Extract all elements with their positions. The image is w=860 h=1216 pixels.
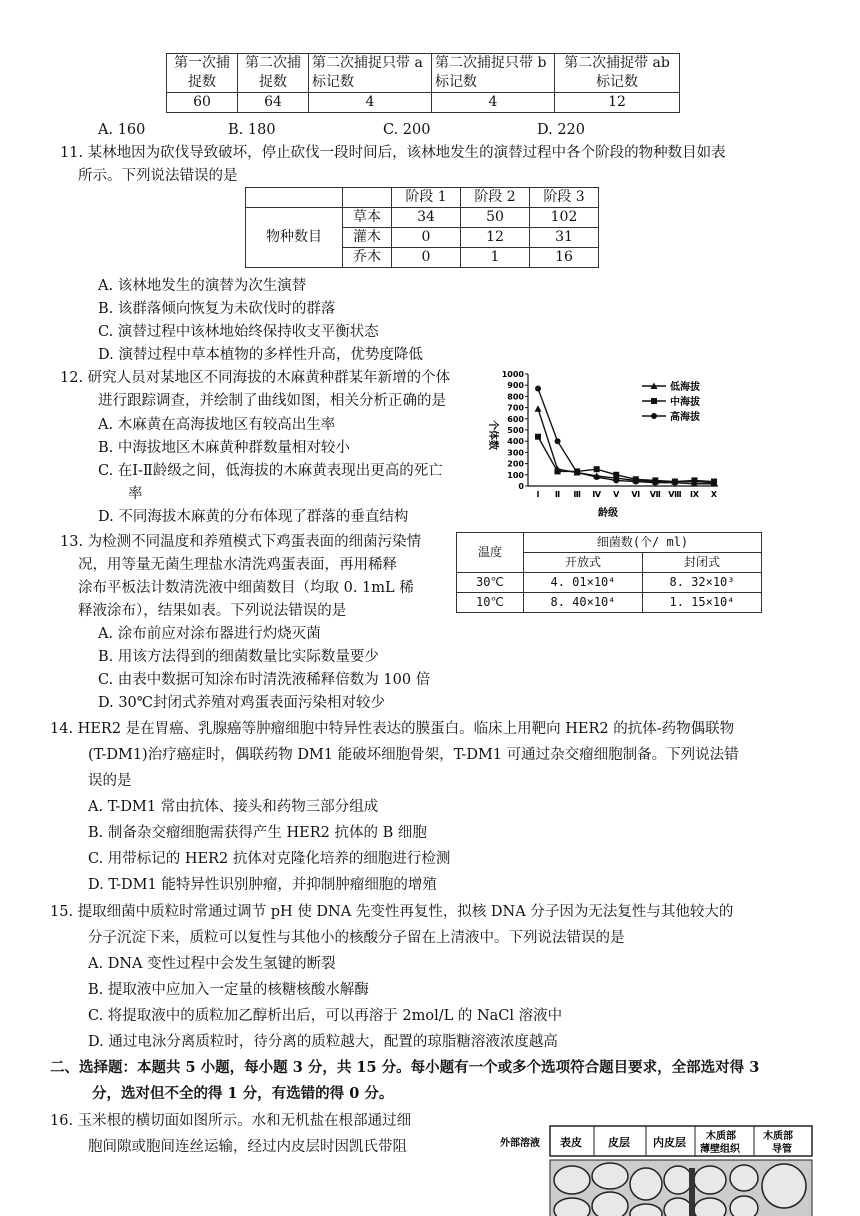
label-endodermis: 内皮层 — [653, 1136, 686, 1149]
table-cell: 30℃ — [457, 573, 524, 593]
table-corner-cell — [343, 188, 392, 208]
data-point — [691, 481, 697, 487]
table-corner-cell — [246, 188, 343, 208]
species-table — [245, 187, 599, 268]
q14-stem-cont-2: 误的是 — [88, 773, 132, 789]
label-external-solution: 外部溶液 — [500, 1138, 540, 1149]
y-tick-label: 200 — [507, 459, 524, 469]
q14-stem-cont-1: (T-DM1)治疗癌症时，偶联药物 DM1 能破坏细胞骨架，T-DM1 可通过杂交瘤细胞制备。下列说法错 — [88, 747, 739, 763]
y-tick-label: 700 — [507, 403, 524, 413]
q10-option-c: C. 200 — [383, 122, 431, 138]
table-row-label: 灌木 — [343, 228, 392, 248]
table-cell: 0 — [392, 248, 461, 268]
q10-option-d: D. 220 — [537, 122, 586, 138]
q13-stem-cont-1: 况，用等量无菌生理盐水清洗鸡蛋表面，再用稀释 — [78, 557, 397, 573]
q13-stem: 13. 为检测不同温度和养殖模式下鸡蛋表面的细菌污染情 — [60, 534, 422, 550]
q14-option-b: B. 制备杂交瘤细胞需获得产生 HER2 抗体的 B 细胞 — [88, 825, 427, 841]
table-cell: 4 — [309, 93, 432, 113]
y-tick-label: 400 — [507, 437, 524, 447]
data-point — [574, 470, 580, 476]
table-header-cell: 温度 — [457, 533, 524, 573]
series-line — [538, 437, 714, 482]
table-row — [457, 593, 762, 613]
q14-option-c: C. 用带标记的 HER2 抗体对克隆化培养的细胞进行检测 — [88, 851, 451, 867]
q14-stem: 14. HER2 是在胃癌、乳腺癌等肿瘤细胞中特异性表达的膜蛋白。临床上用靶向 HER2 的抗体-药物偶联物 — [50, 721, 735, 737]
legend-marker — [651, 413, 657, 419]
data-point — [535, 434, 541, 440]
label-cortex: 皮层 — [608, 1136, 630, 1149]
x-tick-label: Ⅵ — [631, 490, 641, 499]
y-tick-label: 800 — [507, 392, 524, 402]
legend-label: 中海拔 — [670, 397, 700, 408]
table-cell: 1 — [461, 248, 530, 268]
data-point — [672, 480, 678, 486]
table-cell: 50 — [461, 208, 530, 228]
table-row — [457, 573, 762, 593]
table-header-cell: 第一次捕 捉数 — [167, 54, 238, 93]
section-heading: 二、选择题：本题共 5 小题，每小题 3 分，共 15 分。每小题有一个或多个选项符合题目要求，全部选对得 3 — [50, 1059, 760, 1076]
table-cell: 60 — [167, 93, 238, 113]
legend-label: 低海拔 — [670, 382, 700, 393]
table-header-cell: 第二次捕捉只带 b 标记数 — [432, 54, 555, 93]
q15-option-d: D. 通过电泳分离质粒时，待分离的质粒越大，配置的琼脂糖溶液浓度越高 — [88, 1034, 558, 1050]
q15-option-b: B. 提取液中应加入一定量的核糖核酸水解酶 — [88, 982, 369, 998]
y-tick-label: 300 — [507, 448, 524, 458]
root-cross-section-figure — [498, 1124, 816, 1216]
data-point — [535, 386, 541, 392]
table-cell: 8. 40×10⁴ — [524, 593, 643, 613]
q13-option-d: D. 30℃封闭式养殖对鸡蛋表面污染相对较少 — [98, 695, 385, 711]
x-tick-label: Ⅲ — [573, 490, 581, 499]
q12-option-d: D. 不同海拔木麻黄的分布体现了群落的垂直结构 — [98, 509, 409, 525]
table-header-cell: 第二次捕 捉数 — [238, 54, 309, 93]
y-tick-label: 500 — [507, 426, 524, 435]
q11-option-b: B. 该群落倾向恢复为未砍伐时的群落 — [98, 301, 336, 317]
legend-marker — [651, 398, 657, 404]
table-header-cell: 封闭式 — [643, 553, 762, 573]
q12-stem-cont: 进行跟踪调查，并绘制了曲线如图，相关分析正确的是 — [98, 393, 446, 409]
table-header-cell: 第二次捕捉只带 a 标记数 — [309, 54, 432, 93]
label-xylem-parenchyma-2: 薄壁组织 — [700, 1144, 740, 1155]
q12-option-c-cont: 率 — [128, 486, 143, 502]
q10-option-a: A. 160 — [98, 122, 146, 138]
table-cell: 1. 15×10⁴ — [643, 593, 762, 613]
table-cell: 12 — [461, 228, 530, 248]
q11-option-c: C. 演替过程中该林地始终保持收支平衡状态 — [98, 324, 379, 340]
table-cell: 4 — [432, 93, 555, 113]
data-point — [594, 466, 600, 472]
q12-option-c: C. 在Ⅰ-Ⅱ龄级之间，低海拔的木麻黄表现出更高的死亡 — [98, 463, 443, 479]
data-point — [555, 468, 561, 474]
data-point — [594, 474, 600, 480]
x-tick-label: Ⅷ — [668, 490, 682, 499]
x-tick-label: Ⅸ — [689, 490, 699, 499]
q15-option-c: C. 将提取液中的质粒加乙醇析出后，可以再溶于 2mol/L 的 NaCl 溶液中 — [88, 1008, 563, 1024]
q14-option-a: A. T-DM1 常由抗体、接头和药物三部分组成 — [88, 799, 379, 815]
q15-option-a: A. DNA 变性过程中会发生氢键的断裂 — [88, 956, 336, 972]
table-cell: 34 — [392, 208, 461, 228]
q13-option-a: A. 涂布前应对涂布器进行灼烧灭菌 — [98, 626, 321, 642]
table-header-cell: 阶段 2 — [461, 188, 530, 208]
data-point — [613, 477, 619, 483]
cell-layer-illustration — [550, 1160, 812, 1216]
table-header-cell: 阶段 3 — [530, 188, 599, 208]
label-xylem-parenchyma-1: 木质部 — [706, 1131, 736, 1142]
label-epidermis: 表皮 — [560, 1136, 582, 1149]
x-tick-label: Ⅰ — [536, 490, 540, 499]
table-header-cell: 第二次捕捉带 ab 标记数 — [555, 54, 680, 93]
bacteria-table — [456, 532, 762, 613]
x-axis-label: 龄级 — [598, 508, 618, 518]
table-cell: 31 — [530, 228, 599, 248]
table-header-cell: 阶段 1 — [392, 188, 461, 208]
y-tick-label: 900 — [507, 381, 524, 391]
data-point — [633, 479, 639, 485]
label-xylem-vessel-1: 木质部 — [763, 1131, 793, 1142]
q11-stem-cont: 所示。下列说法错误的是 — [78, 168, 238, 184]
table-row-label: 乔木 — [343, 248, 392, 268]
table-row — [457, 533, 762, 553]
q16-stem-cont: 胞间隙或胞间连丝运输，经过内皮层时因凯氏带阻 — [88, 1139, 407, 1155]
x-tick-label: Ⅳ — [592, 490, 602, 499]
data-point — [555, 438, 561, 444]
q11-option-d: D. 演替过程中草本植物的多样性升高，优势度降低 — [98, 347, 423, 363]
q10-option-b: B. 180 — [228, 122, 276, 138]
q13-stem-cont-3: 释液涂布），结果如表。下列说法错误的是 — [78, 603, 347, 619]
q14-option-d: D. T-DM1 能特异性识别肿瘤，并抑制肿瘤细胞的增殖 — [88, 877, 437, 893]
age-class-chart — [470, 368, 740, 518]
legend-label: 高海拔 — [670, 412, 700, 423]
data-point — [652, 480, 658, 486]
q13-option-c: C. 由表中数据可知涂布时清洗液稀释倍数为 100 倍 — [98, 672, 431, 688]
table-header-cell: 细菌数(个/ ml) — [524, 533, 762, 553]
table-cell: 8. 32×10³ — [643, 573, 762, 593]
table-row — [246, 208, 599, 228]
y-tick-label: 100 — [507, 470, 524, 480]
q11-option-a: A. 该林地发生的演替为次生演替 — [98, 278, 307, 294]
label-xylem-vessel-2: 导管 — [772, 1144, 792, 1155]
q16-stem: 16. 玉米根的横切面如图所示。水和无机盐在根部通过细 — [50, 1113, 412, 1129]
table-cell: 10℃ — [457, 593, 524, 613]
table-row — [246, 188, 599, 208]
q13-stem-cont-2: 涂布平板法计数清洗液中细菌数目（均取 0. 1mL 稀 — [78, 580, 414, 596]
table-cell: 64 — [238, 93, 309, 113]
table-row-group: 物种数目 — [246, 208, 343, 268]
q12-stem: 12. 研究人员对某地区不同海拔的木麻黄种群某年新增的个体 — [60, 370, 451, 386]
q15-stem-cont: 分子沉淀下来，质粒可以复性与其他小的核酸分子留在上清液中。下列说法错误的是 — [88, 930, 625, 946]
q13-option-b: B. 用该方法得到的细菌数量比实际数量要少 — [98, 649, 379, 665]
q12-option-a: A. 木麻黄在高海拔地区有较高出生率 — [98, 417, 336, 433]
table-cell: 12 — [555, 93, 680, 113]
q12-option-b: B. 中海拔地区木麻黄种群数量相对较小 — [98, 440, 350, 456]
q11-stem: 11. 某林地因为砍伐导致破坏，停止砍伐一段时间后，该林地发生的演替过程中各个阶段的物种数目如表 — [60, 145, 726, 161]
table-row-label: 草本 — [343, 208, 392, 228]
table-header-cell: 开放式 — [524, 553, 643, 573]
table-row — [167, 93, 680, 113]
y-tick-label: 0 — [518, 482, 524, 491]
table-row — [167, 54, 680, 93]
q15-stem: 15. 提取细菌中质粒时常通过调节 pH 使 DNA 先变性再复性，拟核 DNA 分子因为无法复性与其他较大的 — [50, 904, 734, 920]
x-tick-label: Ⅴ — [613, 490, 620, 499]
x-tick-label: Ⅱ — [554, 490, 561, 499]
x-tick-label: Ⅹ — [710, 490, 718, 499]
data-point — [613, 472, 619, 478]
capture-table — [166, 53, 680, 113]
table-cell: 4. 01×10⁴ — [524, 573, 643, 593]
table-cell: 102 — [530, 208, 599, 228]
data-point — [535, 405, 542, 412]
y-axis-label: 个体数 — [487, 420, 498, 450]
x-tick-label: Ⅶ — [649, 490, 661, 499]
data-point — [711, 481, 717, 487]
table-cell: 16 — [530, 248, 599, 268]
table-cell: 0 — [392, 228, 461, 248]
y-tick-label: 600 — [507, 414, 524, 424]
y-tick-label: 1000 — [501, 370, 524, 379]
section-heading-cont: 分，选对但不全的得 1 分，有选错的得 0 分。 — [92, 1085, 394, 1102]
